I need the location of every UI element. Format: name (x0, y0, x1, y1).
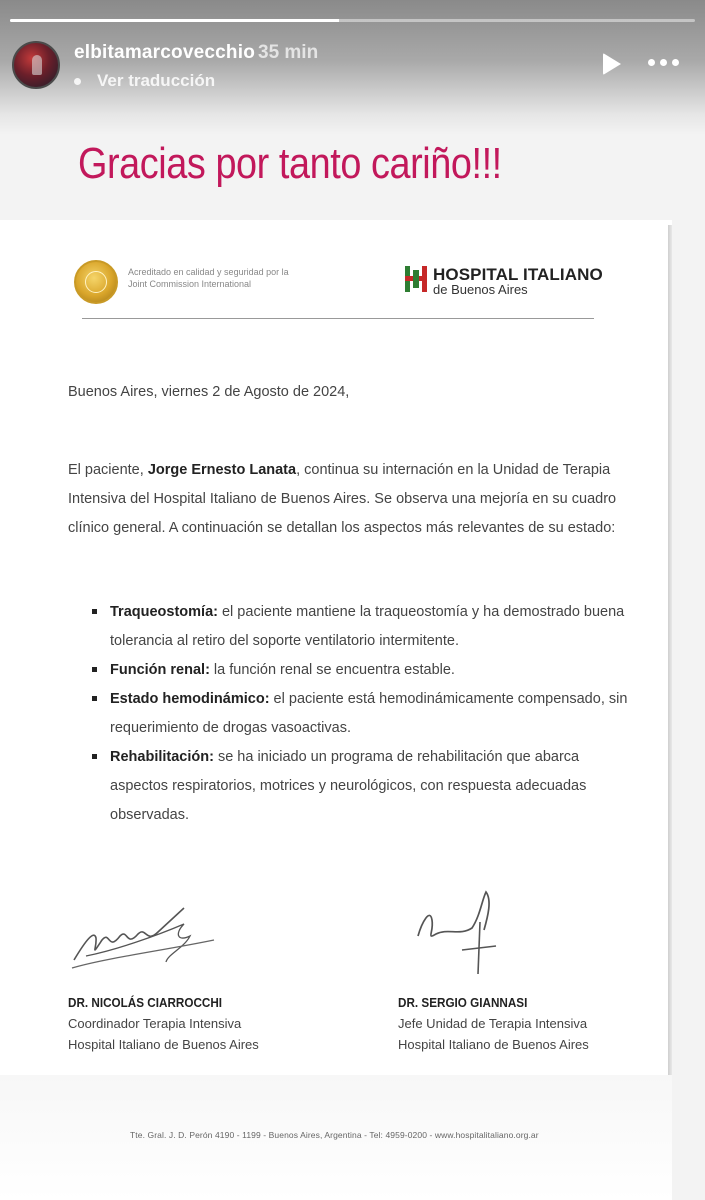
username[interactable]: elbitamarcovecchio (74, 42, 256, 63)
patient-name: Jorge Ernesto Lanata (147, 462, 297, 478)
intro-rest: , continua su internación en la Unidad de Terapia Intensiva del Hospital Italiano de Buenos Aires. Se observa una mejoría en su cuadro clínico general. A continuación se detallan los aspectos más relevantes de su estado: (68, 462, 617, 536)
bullet-text: se ha iniciado un programa de rehabilitación que abarca aspectos respiratorios, motrices y neurológicos, con respuesta adecuadas observadas. (110, 749, 587, 823)
bullet-text: el paciente está hemodinámicamente compensado, sin requerimiento de drogas vasoactivas. (110, 691, 628, 736)
letterhead-divider (82, 318, 594, 319)
bullet-text: el paciente mantiene la traqueostomía y ha demostrado buena tolerancia al retiro del soporte ventilatorio intermitente. (110, 604, 625, 649)
accreditation-seal-icon (74, 260, 118, 304)
signer-org: Hospital Italiano de Buenos Aires (68, 1037, 259, 1052)
signer-name: DR. SERGIO GIANNASI (398, 995, 528, 1010)
more-options-icon[interactable] (648, 59, 679, 66)
signer-right (398, 992, 589, 1055)
signer-name: DR. NICOLÁS CIARROCCHI (68, 995, 223, 1010)
bullet-title: Función renal: (110, 662, 210, 678)
intro-start: El paciente, (68, 462, 148, 478)
translate-label: Ver traducción (97, 71, 216, 90)
translate-link[interactable] (74, 71, 215, 91)
signature-right (412, 886, 502, 978)
story-caption (0, 135, 705, 220)
translate-dot-icon (74, 78, 81, 85)
story-progress-fill (10, 19, 339, 22)
avatar-figure (32, 55, 42, 75)
bullet-title: Rehabilitación: (110, 749, 214, 765)
letter-date: Buenos Aires, viernes 2 de Agosto de 2024, (68, 384, 350, 400)
story-header (0, 0, 705, 135)
avatar[interactable] (12, 41, 60, 89)
signature-left (66, 900, 218, 976)
list-item (92, 656, 632, 685)
list-item (92, 743, 632, 830)
story-progress-bar (10, 19, 695, 22)
signer-role: Jefe Unidad de Terapia Intensiva (398, 1016, 588, 1031)
list-item (92, 685, 632, 743)
bullet-text: la función renal se encuentra estable. (209, 662, 455, 678)
hospital-subtitle: de Buenos Aires (433, 282, 528, 297)
accreditation-text: Acreditado en calidad y seguridad por la Joint Commission International (128, 267, 289, 289)
signer-org: Hospital Italiano de Buenos Aires (398, 1037, 589, 1052)
status-list (92, 598, 632, 831)
hospital-name: HOSPITAL ITALIANO (433, 265, 603, 284)
list-item (92, 598, 632, 656)
bullet-title: Traqueostomía: (110, 604, 218, 620)
signer-role: Coordinador Terapia Intensiva (68, 1016, 242, 1031)
letter-intro-paragraph (68, 456, 648, 543)
letter-footer: Tte. Gral. J. D. Perón 4190 - 1199 - Buenos Aires, Argentina - Tel: 4959-0200 - www.hospitalitaliano.org.ar (130, 1130, 539, 1140)
bullet-title: Estado hemodinámico: (110, 691, 270, 707)
caption-text: Gracias por tanto cariño!!! (78, 139, 502, 188)
signer-left (68, 992, 259, 1055)
timestamp: 35 min (258, 42, 319, 63)
page-edge-shadow (668, 225, 672, 1200)
play-icon[interactable] (603, 53, 621, 75)
hospital-cross-icon (405, 266, 427, 292)
